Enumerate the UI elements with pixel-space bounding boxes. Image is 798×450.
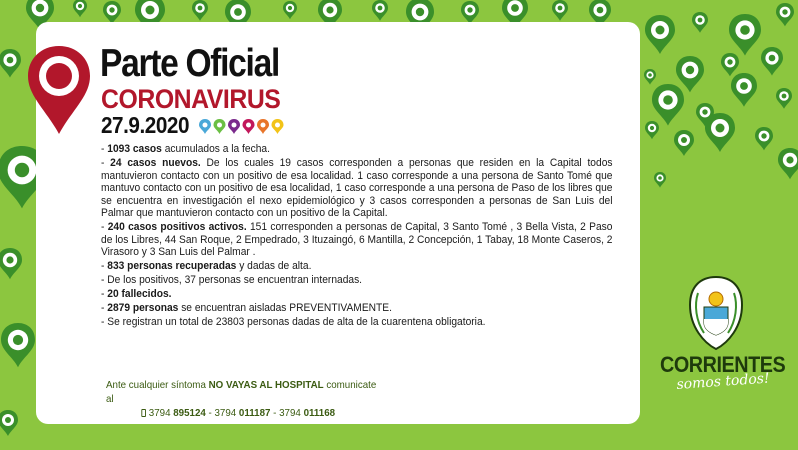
list-item-bold: 2879 personas [107, 302, 179, 314]
list-item: - 2879 personas se encuentran aisladas PREVENTIVAMENTE. [101, 302, 392, 314]
brand-name: CORRIENTES [660, 352, 786, 377]
phone-number: 011187 [238, 407, 271, 419]
phone-separator: - 3794 [205, 407, 239, 419]
list-item-text: De los cuales 19 casos corresponden a personas que residen en la Capital todos mantuvieron contacto con un positivo de esa localidad. 1 caso corresponde a una persona de Santo Tomé que mantuvo contacto con un positivo de esa localidad, 1 caso corresponde a una persona de Paso de los libres que se encuentra en investigación el nexo epidemiológico y 3 casos corresponden a personas de San Luis del Palmar que mantuvieron contacto con un positivo de la Capital. [101, 157, 613, 219]
phone-separator: - 3794 [270, 407, 304, 419]
list-item: - 24 casos nuevos. De los cuales 19 casos corresponden a personas que residen en la Capital todos mantuvieron contacto con un positivo de esa localidad. 1 caso corresponde a una persona de Santo Tomé que mantuvo contacto con un positivo de esa localidad, 1 caso corresponde a una persona de Paso de los libres que se encuentra en investigación el nexo epidemiológico y 3 casos corresponden a personas de San Luis del Palmar que mantuvieron contacto con un positivo de la Capital. [101, 157, 613, 219]
contact-prefix: Ante cualquier síntoma [106, 379, 209, 391]
mini-pin-icon [243, 119, 255, 134]
contact-suffix: comunicate al [106, 379, 377, 405]
contact-info [106, 378, 385, 420]
mini-pin-icon [257, 119, 269, 134]
contact-emphasis: NO VAYAS AL HOSPITAL [208, 379, 324, 391]
mini-pin-icon [228, 119, 240, 134]
phone-area: 3794 [148, 407, 174, 419]
list-item-text: se encuentran aisladas PREVENTIVAMENTE. [178, 302, 392, 314]
list-item: - De los positivos, 37 personas se encuentran internadas. [101, 274, 363, 286]
contact-line [106, 378, 385, 406]
location-pin-icon [26, 44, 92, 136]
list-item: - 833 personas recuperadas y dadas de alta. [101, 260, 312, 272]
list-item-text: 151 corresponden a personas de Capital, 3 Santo Tomé , 3 Bella Vista, 2 Paso de los Libres, 44 San Roque, 2 Empedrado, 3 Ituzaingó, 6 Mantilla, 2 Concepción, 1 Tabay, 18 Monte Caseros, 2 Virasoro y 3 San Luis del Palmar . [101, 221, 613, 258]
phone-line [106, 406, 385, 420]
list-item-text: De los positivos, 37 personas se encuentran internadas. [107, 274, 363, 286]
phone-number: 011168 [303, 407, 336, 419]
mini-pin-icon [214, 119, 226, 134]
list-item-bold: 1093 casos [107, 143, 162, 155]
list-item-bold: 24 casos nuevos. [110, 157, 201, 169]
list-item-bold: 240 casos positivos activos. [107, 221, 247, 233]
brand-tagline: somos todos! [676, 370, 771, 393]
mini-pin-icon [199, 119, 211, 134]
provincial-seal-icon [686, 275, 746, 351]
list-item: - 240 casos positivos activos. 151 corresponden a personas de Capital, 3 Santo Tomé , 3 Bella Vista, 2 Paso de los Libres, 44 San Roque, 2 Empedrado, 3 Ituzaingó, 6 Mantilla, 2 Concepción, 1 Tabay, 18 Monte Caseros, 2 Virasoro y 3 San Luis del Palmar . [101, 221, 613, 258]
phone-icon [141, 409, 146, 417]
report-date: 27.9.2020 [101, 112, 190, 138]
list-item-text: y dadas de alta. [236, 260, 312, 272]
list-item: - 20 fallecidos. [101, 288, 172, 300]
phone-number: 895124 [173, 407, 206, 419]
list-item-bold: 833 personas recuperadas [107, 260, 237, 272]
mini-pin-icon [272, 119, 284, 134]
list-item-text: Se registran un total de 23803 personas dadas de alta de la cuarentena obligatoria. [107, 316, 486, 328]
page-title: Parte Oficial [100, 42, 279, 85]
list-item-text: acumulados a la fecha. [161, 143, 270, 155]
list-item: - 1093 casos acumulados a la fecha. [101, 143, 270, 155]
list-item-bold: 20 fallecidos. [107, 288, 172, 300]
colored-pins-icon [199, 117, 285, 135]
report-body [101, 143, 613, 330]
list-item: - Se registran un total de 23803 personas dadas de alta de la cuarentena obligatoria. [101, 316, 486, 328]
page-subtitle: CORONAVIRUS [101, 84, 281, 114]
